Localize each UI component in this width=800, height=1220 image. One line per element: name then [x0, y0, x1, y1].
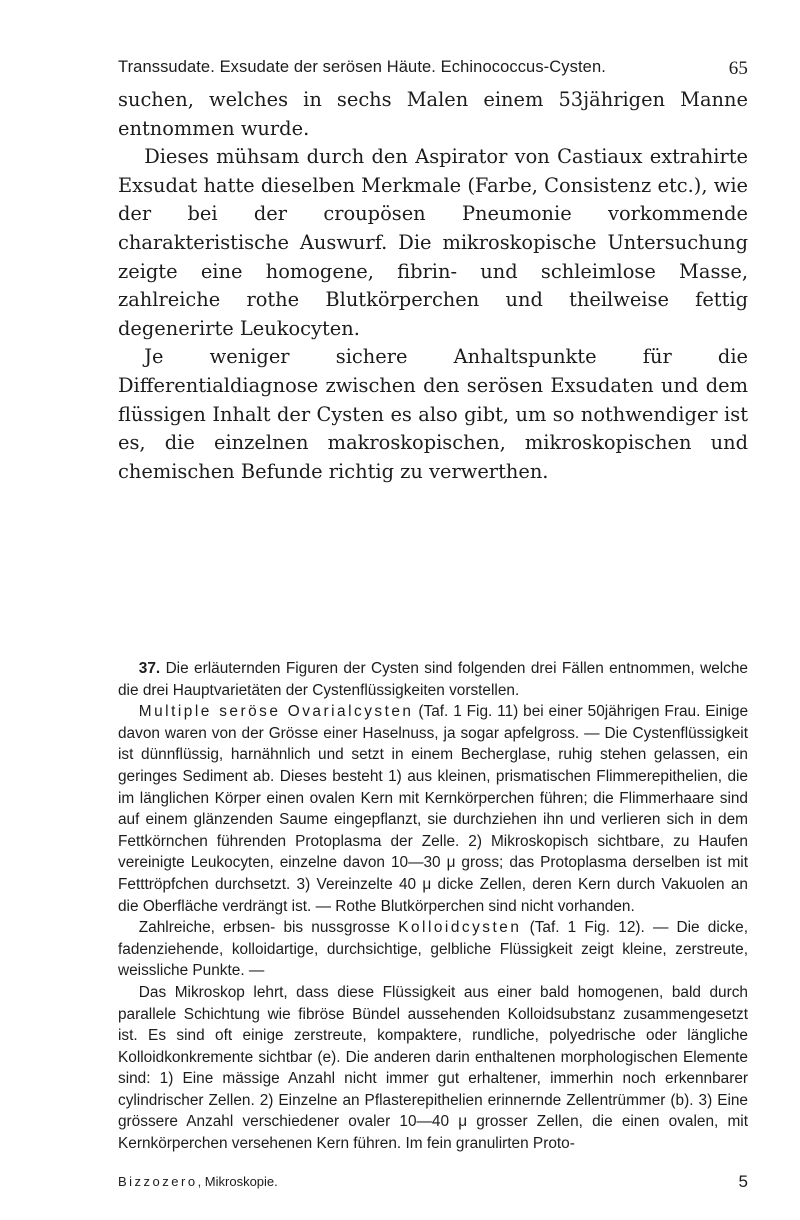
ovarial-term: Multiple seröse Ovarialcysten — [138, 703, 414, 721]
footer-book: , Mikroskopie. — [197, 1174, 278, 1189]
ovarial-text: (Taf. 1 Fig. 11) bei einer 50jährigen Frau. Einige davon waren von der Grösse einer Haselnuss, ja sogar apfelgross. — Die Cystenflüssigkeit ist dünnflüssig, harnähnlich und setzt in einem Becherglase, ruhig stehen gelassen, ein geringes Sediment ab. Dieses besteht 1) aus kleinen, prismatischen Flimmerepithelien, die im länglichen Körper einen ovalen Kern mit Kernkörperchen führen; die Flimmerhaare sind auf einem glänzenden Saume eingepflanzt, sie durchziehen ihn und verlieren sich in dem Fettkörnchen führenden Protoplasma der Zelle. 2) Mikroskopisch sichtbare, zu Haufen vereinigte Leukocyten, einzelne davon 10—30 μ gross; das Protoplasma derselben ist mit Fetttröpfchen durchsetzt. 3) Vereinzelte 40 μ dicke Zellen, deren Kern durch Vakuolen an die Oberfläche verdrängt ist. — Rothe Blutkörperchen sind nicht vorhanden. — [118, 703, 748, 915]
kolloid-pre: Zahlreiche, erbsen- bis nussgrosse — [138, 919, 391, 937]
signature-mark: 5 — [738, 1172, 748, 1191]
main-text — [118, 86, 748, 486]
running-title: Transsudate. Exsudate der serösen Häute. Echinococcus-Cysten. — [118, 58, 606, 76]
paragraph: Dieses mühsam durch den Aspirator von Castiaux extrahirte Exsudat hatte dieselben Merkmale (Farbe, Consistenz etc.), wie der bei der croupösen Pneumonie vorkommende charakteristische Auswurf. Die mikroskopische Untersuchung zeigte eine homogene, fibrin- und schleimlose Masse, zahlreiche rothe Blutkörperchen und theilweise fettig degenerirte Leukocyten. — [118, 145, 748, 340]
kolloid-text: (Taf. 1 Fig. 12). — Die dicke, fadenziehende, kolloidartige, durchsichtige, gelbliche Flüssigkeit zeigt kleine, zerstreute, weissliche Punkte. — — [118, 919, 749, 980]
paragraph: Je weniger sichere Anhaltspunkte für die Differentialdiagnose zwischen den serösen Exsudaten und dem flüssigen Inhalt der Cysten es also gibt, um so nothwendiger ist es, die einzelnen makroskopischen, mikroskopischen und chemischen Befunde richtig zu verwerthen. — [118, 345, 748, 483]
section-number: 37. — [138, 660, 161, 677]
running-header — [118, 58, 748, 79]
page-footer — [118, 1174, 748, 1189]
ovarial-paragraph — [118, 701, 748, 917]
mikroskop-paragraph: Das Mikroskop lehrt, dass diese Flüssigkeit aus einer bald homogenen, bald durch parallele Schichtung wie fibröse Bündel aussehenden Kolloidsubstanz zusammengesetzt ist. Es sind oft einige zerstreute, kompaktere, rundliche, polyedrische oder längliche Kolloidkonkremente sichtbar (e). Die anderen darin enthaltenen morphologischen Elemente sind: 1) Eine mässige Anzahl nicht immer gut erhaltener, immerhin noch erkennbarer cylindrischer Zellen. 2) Einzelne an Pflasterepithelien erinnernde Zellentrümmer (b). 3) Eine grössere Anzahl verschiedener ovaler 10—40 μ grosser Zellen, die einen ovalen, mit Kernkörperchen versehenen Kern führen. Im fein granulirten Proto- — [118, 983, 748, 1153]
section-intro — [118, 658, 748, 701]
paragraph: suchen, welches in sechs Malen einem 53jährigen Manne entnommen wurde. — [118, 88, 748, 140]
section-37 — [118, 658, 748, 1155]
section-intro-text: Die erläuternden Figuren der Cysten sind folgenden drei Fällen entnommen, welche die drei Hauptvarietäten der Cystenflüssigkeiten vorstellen. — [118, 660, 748, 699]
kolloid-term: Kolloidcysten — [398, 919, 522, 937]
kolloid-paragraph — [118, 917, 748, 982]
page-number: 65 — [728, 58, 748, 79]
footer-author: Bizzozero — [118, 1174, 198, 1189]
